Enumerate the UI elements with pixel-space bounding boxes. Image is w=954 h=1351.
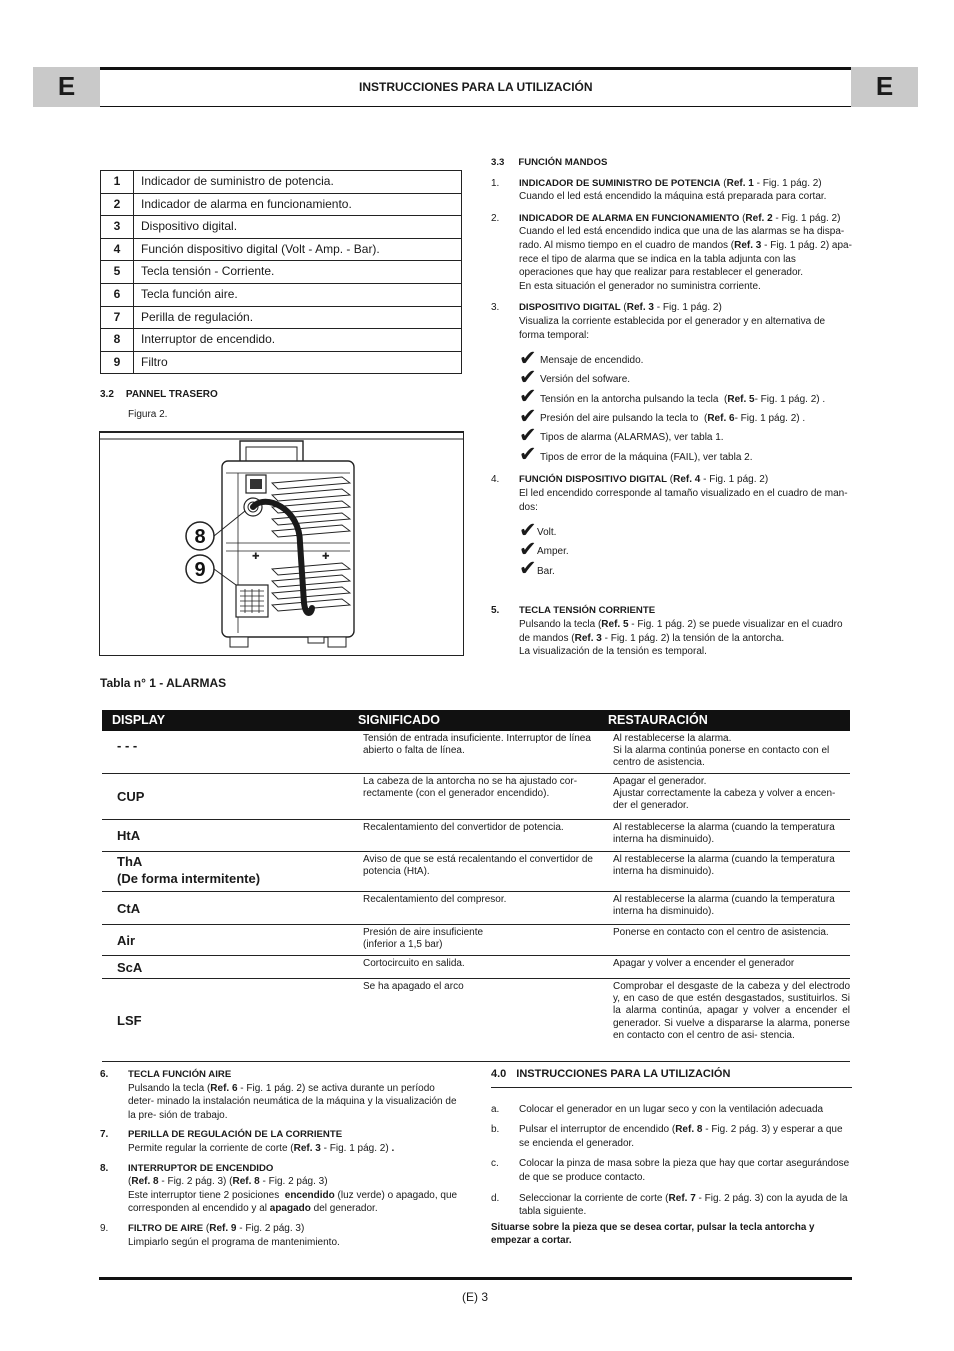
table-row: 1 Indicador de suministro de potencia. <box>101 171 462 194</box>
table-row: 3 Dispositivo digital. <box>101 216 462 239</box>
check-item: ✔ Amper. <box>519 538 569 562</box>
section-3-2-heading: 3.2 PANNEL TRASERO <box>100 389 218 400</box>
figure-caption: Figura 2. <box>128 409 168 420</box>
control-item-5: 5. TECLA TENSIÓN CORRIENTE Pulsando la tecla (Ref. 5 - Fig. 1 pág. 2) se puede visualizar en el cuadro de mandos (Ref. 3 - Fig. 1 pág. 2) la tensión de la antorcha. La visualización de la tensión es temporal. <box>491 605 843 658</box>
table-row: 4 Función dispositivo digital (Volt - Amp. - Bar). <box>101 238 462 261</box>
section-3-3-heading: 3.3 FUNCIÓN MANDOS <box>491 157 608 168</box>
control-item-7: 7. PERILLA DE REGULACIÓN DE LA CORRIENTE Permite regular la corriente de corte (Ref. 3 - Fig. 1 pág. 2) . <box>100 1129 395 1154</box>
section-4-0-heading: 4.0 INSTRUCCIONES PARA LA UTILIZACIÓN <box>491 1068 731 1080</box>
checkmark-icon: ✔ <box>519 443 537 467</box>
check-item: ✔ Tipos de alarma (ALARMAS), ver tabla 1. <box>519 424 724 448</box>
step-d: d. Seleccionar la corriente de corte (Ref. 7 - Fig. 2 pág. 3) con la ayuda de la tabla siguiente. <box>491 1192 848 1218</box>
step-b: b. Pulsar el interruptor de encendido (Ref. 8 - Fig. 2 pág. 3) y esperar a que se encienda el generador. <box>491 1124 843 1149</box>
callout-8: 8 <box>194 526 206 548</box>
table-row: LSF Se ha apagado el arco Comprobar el desgaste de la cabeza y del electrodo y, en caso de que estén desgastados, sustituirlos. Si la alarma continúa, apagar y volver a encender el generador. Si vuelve a dispararse la alarma, ponerse en contacto con el centro de asi- stencia. <box>102 979 850 1062</box>
checkmark-icon: ✔ <box>519 365 537 389</box>
alarm-table <box>102 710 850 1062</box>
index-table <box>100 170 462 374</box>
check-item: ✔ Bar. <box>519 557 555 581</box>
checkmark-icon: ✔ <box>519 385 537 409</box>
check-item: ✔ Tipos de error de la máquina (FAIL), ver tabla 2. <box>519 443 753 467</box>
callout-9: 9 <box>194 559 206 581</box>
svg-text:✚: ✚ <box>322 551 330 561</box>
header-tab-right: E <box>851 67 918 107</box>
alarm-table-title: Tabla n° 1 - ALARMAS <box>100 676 227 690</box>
control-item-8: 8. INTERRUPTOR DE ENCENDIDO (Ref. 8 - Fig. 2 pág. 3) (Ref. 8 - Fig. 2 pág. 3) Este interruptor tiene 2 posiciones encendido (luz verde) o apagado, que corresponden al encendido y al apagado del generador. <box>100 1162 458 1215</box>
checkmark-icon: ✔ <box>519 538 537 562</box>
table-row: HtA Recalentamiento del convertidor de potencia. Al restablecerse la alarma (cuando la temperatura interna ha disminuido). <box>102 820 850 852</box>
checkmark-icon: ✔ <box>519 424 537 448</box>
checkmark-icon: ✔ <box>519 518 537 542</box>
lower-left-items <box>100 1068 462 1257</box>
table-row: 9 Filtro <box>101 351 462 374</box>
control-item-6: 6. TECLA FUNCIÓN AIRE Pulsando la tecla (Ref. 6 - Fig. 1 pág. 2) se activa durante un período deter- minado la instalación neumática de la máquina y la visualización de la pre- sión de trabajo. <box>100 1069 457 1121</box>
table-row: CUP La cabeza de la antorcha no se ha ajustado cor- rectamente (con el generador encendido). Apagar el generador. Ajustar correctamente la cabeza y volver a encen- der el generador. <box>102 774 850 820</box>
footer-rule <box>99 1277 852 1280</box>
section-4-0 <box>491 1068 852 1248</box>
page-number: (E) 3 <box>462 1290 489 1304</box>
table-row: - - - Tensión de entrada insuficiente. Interruptor de línea abierto o falta de línea. Al restablecerse la alarma. Si la alarma continúa ponerse en contacto con el centro de asistencia. <box>102 731 850 774</box>
rear-panel-figure <box>99 431 464 656</box>
table-row: 2 Indicador de alarma en funcionamiento. <box>101 193 462 216</box>
svg-text:✚: ✚ <box>252 551 260 561</box>
check-item: ✔ Versión del sofware. <box>519 365 631 389</box>
table-row: Air Presión de aire insuficiente (inferior a 1,5 bar) Ponerse en contacto con el centro de asistencia. <box>102 925 850 956</box>
control-item-1: 1. INDICADOR DE SUMINISTRO DE POTENCIA (Ref. 1 - Fig. 1 pág. 2) Cuando el led está encendido la máquina está preparada para cortar. <box>491 177 827 203</box>
control-item-3: 3. DISPOSITIVO DIGITAL (Ref. 3 - Fig. 1 pág. 2) Visualiza la corriente establecida por el generador y en alternativa de forma temporal: ✔ Mensaje de encendido. ✔ Versión del sofware. ✔ Tensión en la antorcha pulsando la tecla ( Ref. 5 - Fig. 1 pág. 2) . ✔ Presión del aire pulsando la tecla to ( Ref. 6 - Fig. 1 pág. 2) . ✔ Tipos de alarma (ALARMAS), ver tabla 1. ✔ Tipos de error de la máquina (FAIL), ver tabla 2. <box>491 301 852 464</box>
table-row: 6 Tecla función aire. <box>101 283 462 306</box>
checkmark-icon: ✔ <box>519 557 537 581</box>
check-item: ✔ Volt. <box>519 518 557 542</box>
step-c: c. Colocar la pinza de masa sobre la pieza que hay que cortar asegurándose de que se produce contacto. <box>491 1158 850 1183</box>
section-3-3 <box>491 156 852 667</box>
section-4-0-rule <box>491 1087 852 1088</box>
control-item-2: 2. INDICADOR DE ALARMA EN FUNCIONAMIENTO (Ref. 2 - Fig. 1 pág. 2) Cuando el led está encendido indica que una de las alarmas se ha dispa- rado. Al mismo tiempo en el cuadro de mandos (Ref. 3 - Fig. 1 pág. 2) apa- rece el tipo de alarma que se indica en la tabla adjunta con las operaciones que hay que realizar para restablecer el generador. En esta situación el generador no suministra corriente. <box>491 212 852 292</box>
header-tab-left: E <box>33 67 100 107</box>
table-row: 8 Interruptor de encendido. <box>101 329 462 352</box>
final-instruction: Situarse sobre la pieza que se desea cortar, pulsar la tecla antorcha y empezar a cortar. <box>491 1221 815 1247</box>
table-row: ScA Cortocircuito en salida. Apagar y volver a encender el generador <box>102 956 850 979</box>
control-item-4: 4. FUNCIÓN DISPOSITIVO DIGITAL (Ref. 4 - Fig. 1 pág. 2) El led encendido corresponde al tamaño visualizado en el cuadro de man- dos: ✔ Volt. ✔ Amper. ✔ Bar. <box>491 473 852 578</box>
table-row: CtA Recalentamiento del compresor. Al restablecerse la alarma (cuando la temperatura interna ha disminuido). <box>102 892 850 925</box>
step-a: a. Colocar el generador en un lugar seco y con la ventilación adecuada <box>491 1103 824 1115</box>
table-row: ThA (De forma intermitente) Aviso de que se está recalentando el convertidor de potencia (HtA). Al restablecerse la alarma (cuando la temperatura interna ha disminuido). <box>102 852 850 892</box>
check-item: ✔ Tensión en la antorcha pulsando la tecla ( Ref. 5 - Fig. 1 pág. 2) . <box>519 385 826 409</box>
checkmark-icon: ✔ <box>519 404 537 428</box>
check-item: ✔ Mensaje de encendido. <box>519 346 644 370</box>
table-row: 7 Perilla de regulación. <box>101 306 462 329</box>
table-row: 5 Tecla tensión - Corriente. <box>101 261 462 284</box>
alarm-table-header: DISPLAY SIGNIFICADO RESTAURACIÓN <box>102 710 850 731</box>
checkmark-icon: ✔ <box>519 346 537 370</box>
header-title: INSTRUCCIONES PARA LA UTILIZACIÓN <box>100 67 851 107</box>
check-item: ✔ Presión del aire pulsando la tecla to ( Ref. 6 - Fig. 1 pág. 2) . <box>519 404 806 428</box>
rear-panel-illustration <box>100 433 463 655</box>
control-item-9: 9. FILTRO DE AIRE (Ref. 9 - Fig. 2 pág. 3) Limpiarlo según el programa de mantenimiento. <box>100 1222 340 1248</box>
